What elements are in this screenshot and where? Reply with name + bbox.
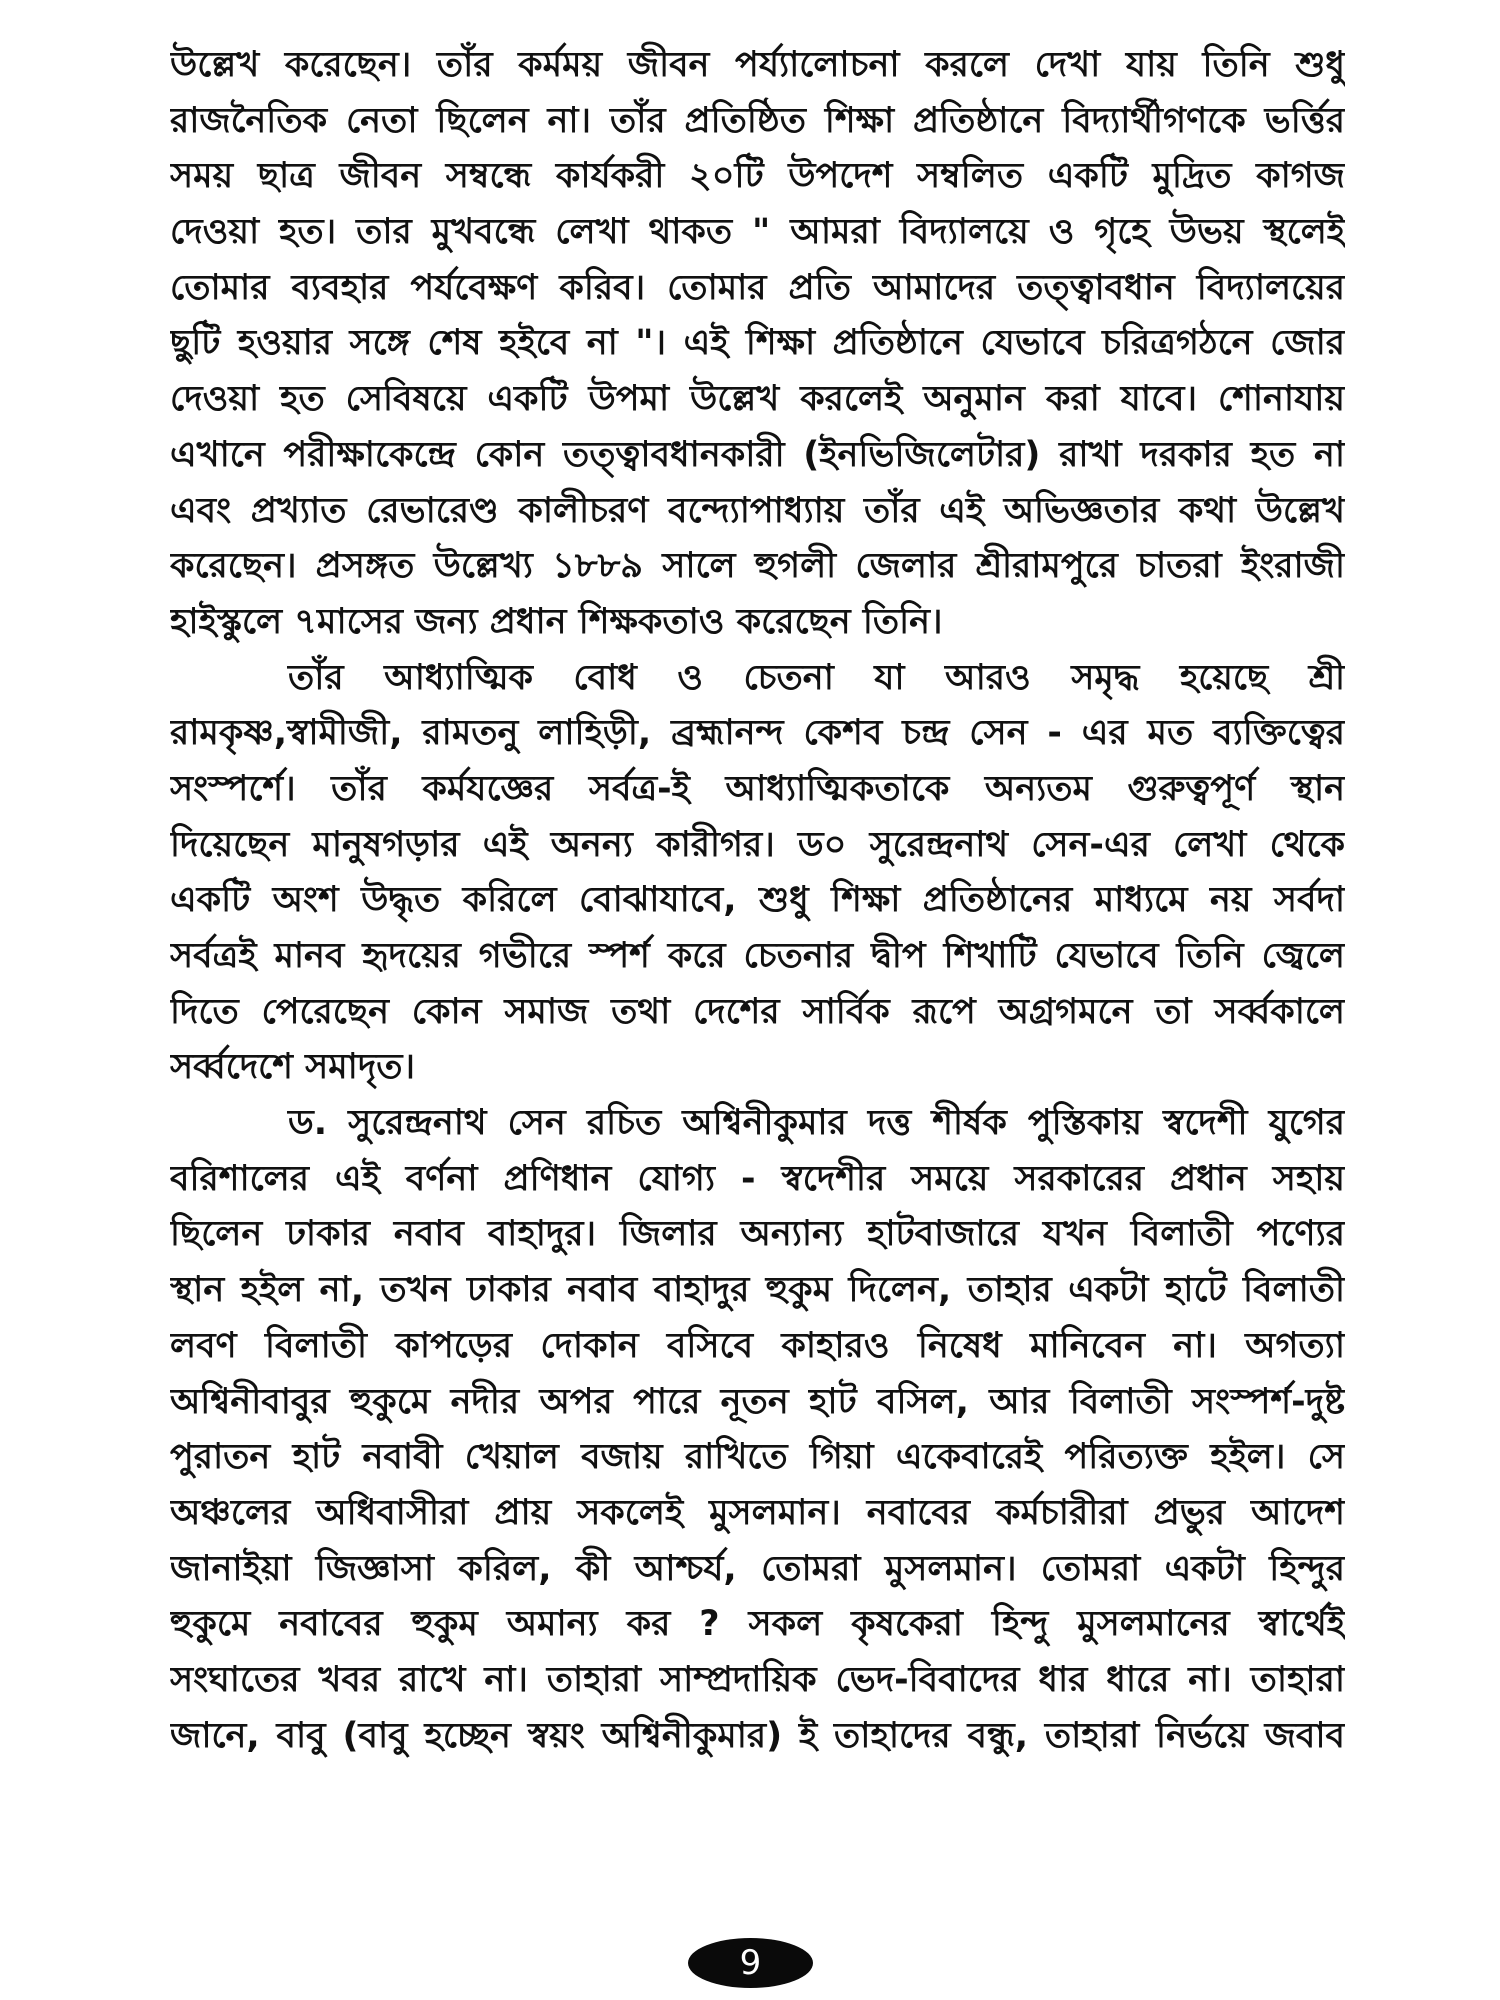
text-line: সংঘাতের খবর রাখে না। তাহারা সাম্প্রদায়িক ভেদ-বিবাদের ধার ধারে না। তাহারা (170, 1659, 1345, 1700)
text-line: তোমার ব্যবহার পর্যবেক্ষণ করিব। তোমার প্রতি আমাদের তত্ত্বাবধান বিদ্যালয়ের (170, 267, 1345, 308)
text-line: দিতে পেরেছেন কোন সমাজ তথা দেশের সার্বিক রূপে অগ্রগমনে তা সর্ব্বকালে (170, 991, 1345, 1032)
text-line: ছুটি হওয়ার সঙ্গে শেষ হইবে না "। এই শিক্ষা প্রতিষ্ঠানে যেভাবে চরিত্রগঠনে জোর (170, 323, 1345, 364)
text-line: একটি অংশ উদ্ধৃত করিলে বোঝাযাবে, শুধু শিক্ষা প্রতিষ্ঠানের মাধ্যমে নয় সর্বদা (170, 880, 1345, 921)
paragraph-3 (170, 1096, 1345, 1764)
text-line: করেছেন। প্রসঙ্গত উল্লেখ্য ১৮৮৯ সালে হুগলী জেলার শ্রীরামপুরে চাতরা ইংরাজী (170, 546, 1345, 587)
text-line: এখানে পরীক্ষাকেন্দ্রে কোন তত্ত্বাবধানকারী (ইনভিজিলেটার) রাখা দরকার হত না (170, 434, 1345, 475)
text-line: উল্লেখ করেছেন। তাঁর কর্মময় জীবন পর্য্যালোচনা করলে দেখা যায় তিনি শুধু (170, 45, 1345, 85)
text-line: হুকুমে নবাবের হুকুম অমান্য কর ? সকল কৃষকেরা হিন্দু মুসলমানের স্বার্থেই (170, 1604, 1345, 1645)
paragraph-2 (170, 651, 1345, 1097)
text-line: রামকৃষ্ণ,স্বামীজী, রামতনু লাহিড়ী, ব্রহ্মানন্দ কেশব চন্দ্র সেন - এর মত ব্যক্তিত্বের (170, 713, 1345, 754)
text-line: জানাইয়া জিজ্ঞাসা করিল, কী আশ্চর্য, তোমরা মুসলমান। তোমরা একটা হিন্দুর (170, 1548, 1345, 1589)
text-line: এবং প্রখ্যাত রেভারেণ্ড কালীচরণ বন্দ্যোপাধ্যায় তাঁর এই অভিজ্ঞতার কথা উল্লেখ (170, 490, 1345, 531)
text-line: অঞ্চলের অধিবাসীরা প্রায় সকলেই মুসলমান। নবাবের কর্মচারীরা প্রভুর আদেশ (170, 1492, 1345, 1533)
text-line: সময় ছাত্র জীবন সম্বন্ধে কার্যকরী ২০টি উপদেশ সম্বলিত একটি মুদ্রিত কাগজ (170, 156, 1345, 197)
paragraph-1 (170, 38, 1345, 651)
text-line: পুরাতন হাট নবাবী খেয়াল বজায় রাখিতে গিয়া একেবারেই পরিত্যক্ত হইল। সে (170, 1437, 1345, 1478)
text-line: দেওয়া হত। তার মুখবন্ধে লেখা থাকত " আমরা বিদ্যালয়ে ও গৃহে উভয় স্থলেই (170, 212, 1345, 253)
page-number: 9 (688, 1938, 813, 1988)
text-line: দিয়েছেন মানুষগড়ার এই অনন্য কারীগর। ড০ সুরেন্দ্রনাথ সেন-এর লেখা থেকে (170, 824, 1345, 865)
text-line: জানে, বাবু (বাবু হচ্ছেন স্বয়ং অশ্বিনীকুমার) ই তাহাদের বন্ধু, তাহারা নির্ভয়ে জবাব (170, 1715, 1345, 1756)
text-line: বরিশালের এই বর্ণনা প্রণিধান যোগ্য - স্বদেশীর সময়ে সরকারের প্রধান সহায় (170, 1158, 1345, 1199)
text-line: তাঁর আধ্যাত্মিক বোধ ও চেতনা যা আরও সমৃদ্ধ হয়েছে শ্রী (288, 657, 1345, 698)
text-line: ছিলেন ঢাকার নবাব বাহাদুর। জিলার অন্যান্য হাটবাজারে যখন বিলাতী পণ্যের (170, 1214, 1345, 1255)
text-line: হাইস্কুলে ৭মাসের জন্য প্রধান শিক্ষকতাও করেছেন তিনি। (170, 601, 943, 642)
text-line: রাজনৈতিক নেতা ছিলেন না। তাঁর প্রতিষ্ঠিত শিক্ষা প্রতিষ্ঠানে বিদ্যার্থীগণকে ভর্ত্তির (170, 100, 1345, 141)
text-line: সংস্পর্শে। তাঁর কর্মযজ্ঞের সর্বত্র-ই আধ্যাত্মিকতাকে অন্যতম গুরুত্বপূর্ণ স্থান (170, 768, 1345, 809)
text-line: ড. সুরেন্দ্রনাথ সেন রচিত অশ্বিনীকুমার দত্ত শীর্ষক পুস্তিকায় স্বদেশী যুগের (288, 1103, 1345, 1144)
text-line: স্থান হইল না, তখন ঢাকার নবাব বাহাদুর হুকুম দিলেন, তাহার একটা হাটে বিলাতী (170, 1270, 1345, 1311)
text-line: অশ্বিনীবাবুর হুকুমে নদীর অপর পারে নূতন হাট বসিল, আর বিলাতী সংস্পর্শ-দুষ্ট (170, 1381, 1345, 1422)
text-line: সর্ব্বদেশে সমাদৃত। (170, 1047, 415, 1088)
text-line: সর্বত্রই মানব হৃদয়ের গভীরে স্পর্শ করে চেতনার দ্বীপ শিখাটি যেভাবে তিনি জ্বেলে (170, 936, 1345, 976)
text-line: লবণ বিলাতী কাপড়ের দোকান বসিবে কাহারও নিষেধ মানিবেন না। অগত্যা (170, 1325, 1345, 1366)
text-line: দেওয়া হত সেবিষয়ে একটি উপমা উল্লেখ করলেই অনুমান করা যাবে। শোনাযায় (170, 379, 1345, 420)
page-body (170, 38, 1345, 1764)
